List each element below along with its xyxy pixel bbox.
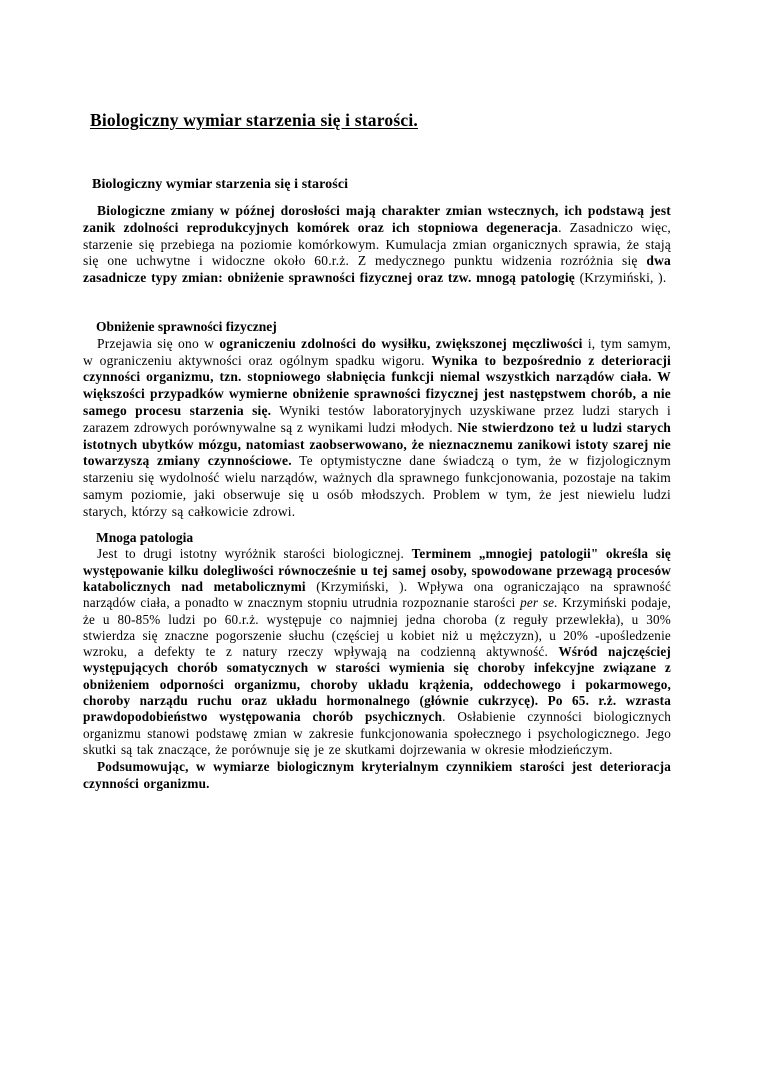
text-run: Biologiczne zmiany w późnej dorosłości mają charakter zmian wstecznych, ich podstawą jest zanik zdolności reprodukcyjnych komórek oraz ich stopniowa degeneracja [83,203,671,235]
text-run: Przejawia się ono w [97,335,220,351]
section-heading-multiple-pathology: Mnoga patologia [96,529,194,545]
text-run: Te optymistyczne dane świadczą o tym, że w fizjologicznym starzeniu się wydolność wielu narządów, ważnych dla sprawnego funkcjonowania, pozostaje na takim samym poziomie, jaki obserwuje się u osób młodszych. Problem w tym, że jest niewielu ludzi starych, którzy są całkowicie zdrowi. [83,453,671,519]
section-heading-physical-decline: Obniżenie sprawności fizycznej [96,318,277,334]
text-run: Wyniki testów laboratoryjnych uzyskiwane przez ludzi starych i zarazem zdrowych porównywalne są z wynikami ludzi młodych. [83,402,671,435]
text-run: (Krzymiński, ). [575,270,667,286]
text-run: Krzymiński podaje, że u 80-85% ludzi po 60.r.ż. występuje co najmniej jedna choroba (z reguły przewlekła), u 30% stwierdza się znaczne pogorszenie słuchu (częściej u kobiet niż u mężczyzn), u 20% -upośledzenie wzroku, a defekty te z natury rzeczy wpływają na codzienną aktywność. [83,595,672,660]
text-run: per se. [520,595,558,611]
paragraph-biological-changes [83,203,671,287]
paragraph-summary [83,758,671,792]
text-run: i, tym samym, w ograniczeniu aktywności oraz ogólnym spadku wigoru. [83,335,671,368]
text-run: ograniczeniu zdolności do wysiłku, zwiększonej męczliwości [219,335,583,351]
text-run: Podsumowując, w wymiarze biologicznym kryterialnym czynnikiem starości jest deterioracja czynności organizmu. [83,759,671,792]
text-run: Wśród najczęściej występujących chorób somatycznych w starości wymienia się choroby infekcyjne związane z obniżeniem odporności organizmu, choroby układu krążenia, oddechowego i pokarmowego, choroby narządu ruchu oraz układu hormonalnego (głównie cukrzycę). Po 65. r.ż. wzrasta prawdopodobieństwo występowania chorób psychicznych [83,644,671,725]
text-run: . Zasadniczo więc, starzenie się przebiega na poziomie komórkowym. Kumulacja zmian organicznych sprawia, że stają się one uchwytne i widoczne około 60.r.ż. Z medycznego punktu widzenia rozróżnia się [83,219,671,269]
text-run: Jest to drugi istotny wyróżnik starości biologicznej. [97,546,412,562]
document-subtitle: Biologiczny wymiar starzenia się i starości [92,177,349,192]
text-run: . Osłabienie czynności biologicznych organizmu stanowi podstawę zmian w zakresie funkcjonowania społecznego i psychologicznego. Jego skutki są tak znaczące, że porównuje się je ze skutkami dojrzewania w okresie młodzieńczym. [83,709,671,757]
text-run: (Krzymiński, ). Wpływa ona ograniczająco na sprawność narządów ciała, a ponadto w znacznym stopniu utrudnia rozpoznanie starości [83,578,671,611]
paragraph-physical-decline [83,336,671,521]
paragraph-multiple-pathology [83,546,671,758]
document-title: Biologiczny wymiar starzenia się i starości. [90,110,418,130]
text-run: Nie stwierdzono też u ludzi starych istotnych ubytków mózgu, natomiast zaobserwowano, że nieznacznemu zanikowi istoty szarej nie towarzyszą zmiany czynnościowe. [83,419,671,469]
text-run: dwa zasadnicze typy zmian: obniżenie sprawności fizycznej oraz tzw. mnogą patologię [83,253,671,286]
text-run: Terminem „mnogiej patologii" określa się występowanie kilku dolegliwości równocześnie u tej samej osoby, spowodowane przewagą procesów katabolicznych nad metabolicznymi [83,546,671,594]
text-run: Wynika to bezpośrednio z deterioracji czynności organizmu, tzn. stopniowego słabnięcia funkcji niemal wszystkich narządów ciała. W większości przypadków wymierne obniżenie sprawności fizycznej jest następstwem chorób, a nie samego procesu starzenia się. [83,352,671,418]
